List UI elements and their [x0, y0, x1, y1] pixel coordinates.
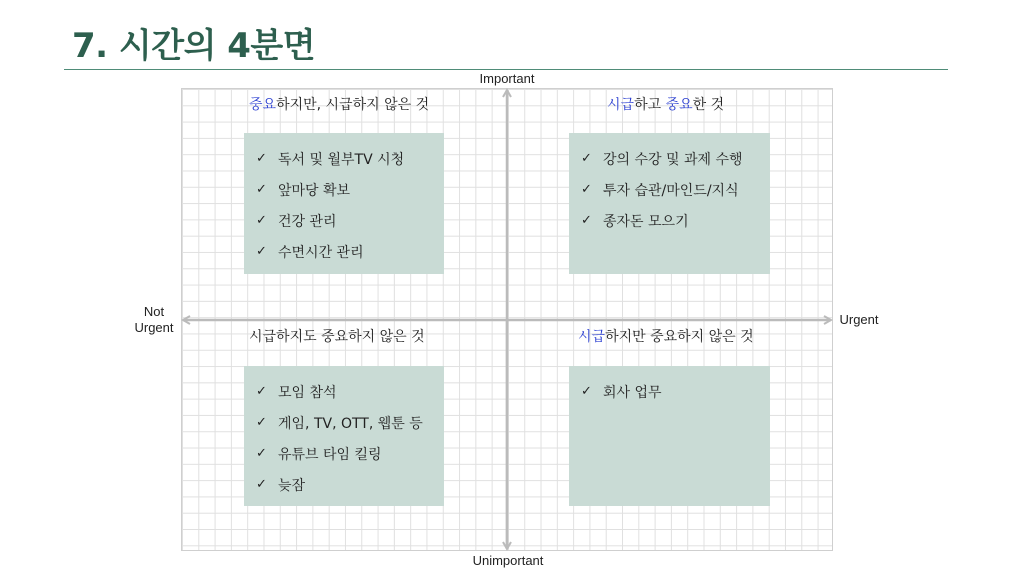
title-text: 하지만 중요하지 않은 것: [605, 329, 754, 345]
title-text: 하지만, 시급하지 않은 것: [276, 97, 430, 113]
list-item: [256, 438, 444, 469]
check-icon: ✓: [256, 477, 267, 492]
check-icon: ✓: [581, 151, 592, 166]
axis-label-important: Important: [479, 71, 535, 86]
quadrant-title-bottom-left: 시급하지도 중요하지 않은 것: [249, 329, 425, 345]
axis-label-unimportant: Unimportant: [472, 553, 544, 568]
list-item-label: 독서 및 월부TV 시청: [278, 151, 405, 168]
list-item-label: 종자돈 모으기: [603, 213, 689, 230]
check-icon: ✓: [256, 384, 267, 399]
title-highlight: 시급: [578, 329, 606, 345]
check-icon: ✓: [256, 446, 267, 461]
list-item: [581, 376, 770, 407]
list-item: [256, 205, 444, 236]
quadrant-box-bottom-left: [244, 366, 444, 506]
title-text: 하고: [634, 97, 666, 113]
page-title: 7. 시간의 4분면: [72, 26, 316, 66]
list-item-label: 건강 관리: [278, 213, 337, 230]
title-highlight: 중요: [249, 97, 277, 113]
quadrant-title-top-right: [607, 94, 724, 114]
list-item-label: 투자 습관/마인드/지식: [603, 182, 739, 199]
list-item-label: 모임 참석: [278, 384, 337, 401]
check-icon: ✓: [256, 151, 267, 166]
check-icon: ✓: [581, 384, 592, 399]
quadrant-box-top-right: [569, 133, 770, 274]
list-item-label: 강의 수강 및 과제 수행: [603, 151, 743, 168]
check-icon: ✓: [581, 182, 592, 197]
quadrant-box-top-left: [244, 133, 444, 274]
list-item: [581, 174, 770, 205]
check-icon: ✓: [256, 213, 267, 228]
axis-label-not-urgent: Not Urgent: [134, 304, 174, 335]
list-item: [256, 407, 444, 438]
list-item: [256, 469, 444, 500]
check-icon: ✓: [256, 415, 267, 430]
list-item-label: 게임, TV, OTT, 웹툰 등: [278, 415, 423, 432]
quadrant-title-bottom-right: [578, 326, 754, 346]
list-item-label: 회사 업무: [603, 384, 662, 401]
title-highlight: 시급: [607, 97, 635, 113]
list-item: [256, 236, 444, 267]
list-item-label: 유튜브 타임 킬링: [278, 446, 382, 463]
title-text: 한 것: [692, 97, 725, 113]
list-item-label: 수면시간 관리: [278, 244, 364, 261]
quadrant-title-top-left: [249, 94, 429, 114]
list-item: [256, 376, 444, 407]
title-highlight: 중요: [665, 97, 693, 113]
list-item: [256, 174, 444, 205]
list-item-label: 늦잠: [278, 477, 306, 494]
check-icon: ✓: [256, 244, 267, 259]
list-item: [256, 143, 444, 174]
list-item-label: 앞마당 확보: [278, 182, 351, 199]
list-item: [581, 143, 770, 174]
list-item: [581, 205, 770, 236]
quadrant-box-bottom-right: [569, 366, 770, 506]
check-icon: ✓: [581, 213, 592, 228]
check-icon: ✓: [256, 182, 267, 197]
axis-label-urgent: Urgent: [839, 312, 879, 327]
